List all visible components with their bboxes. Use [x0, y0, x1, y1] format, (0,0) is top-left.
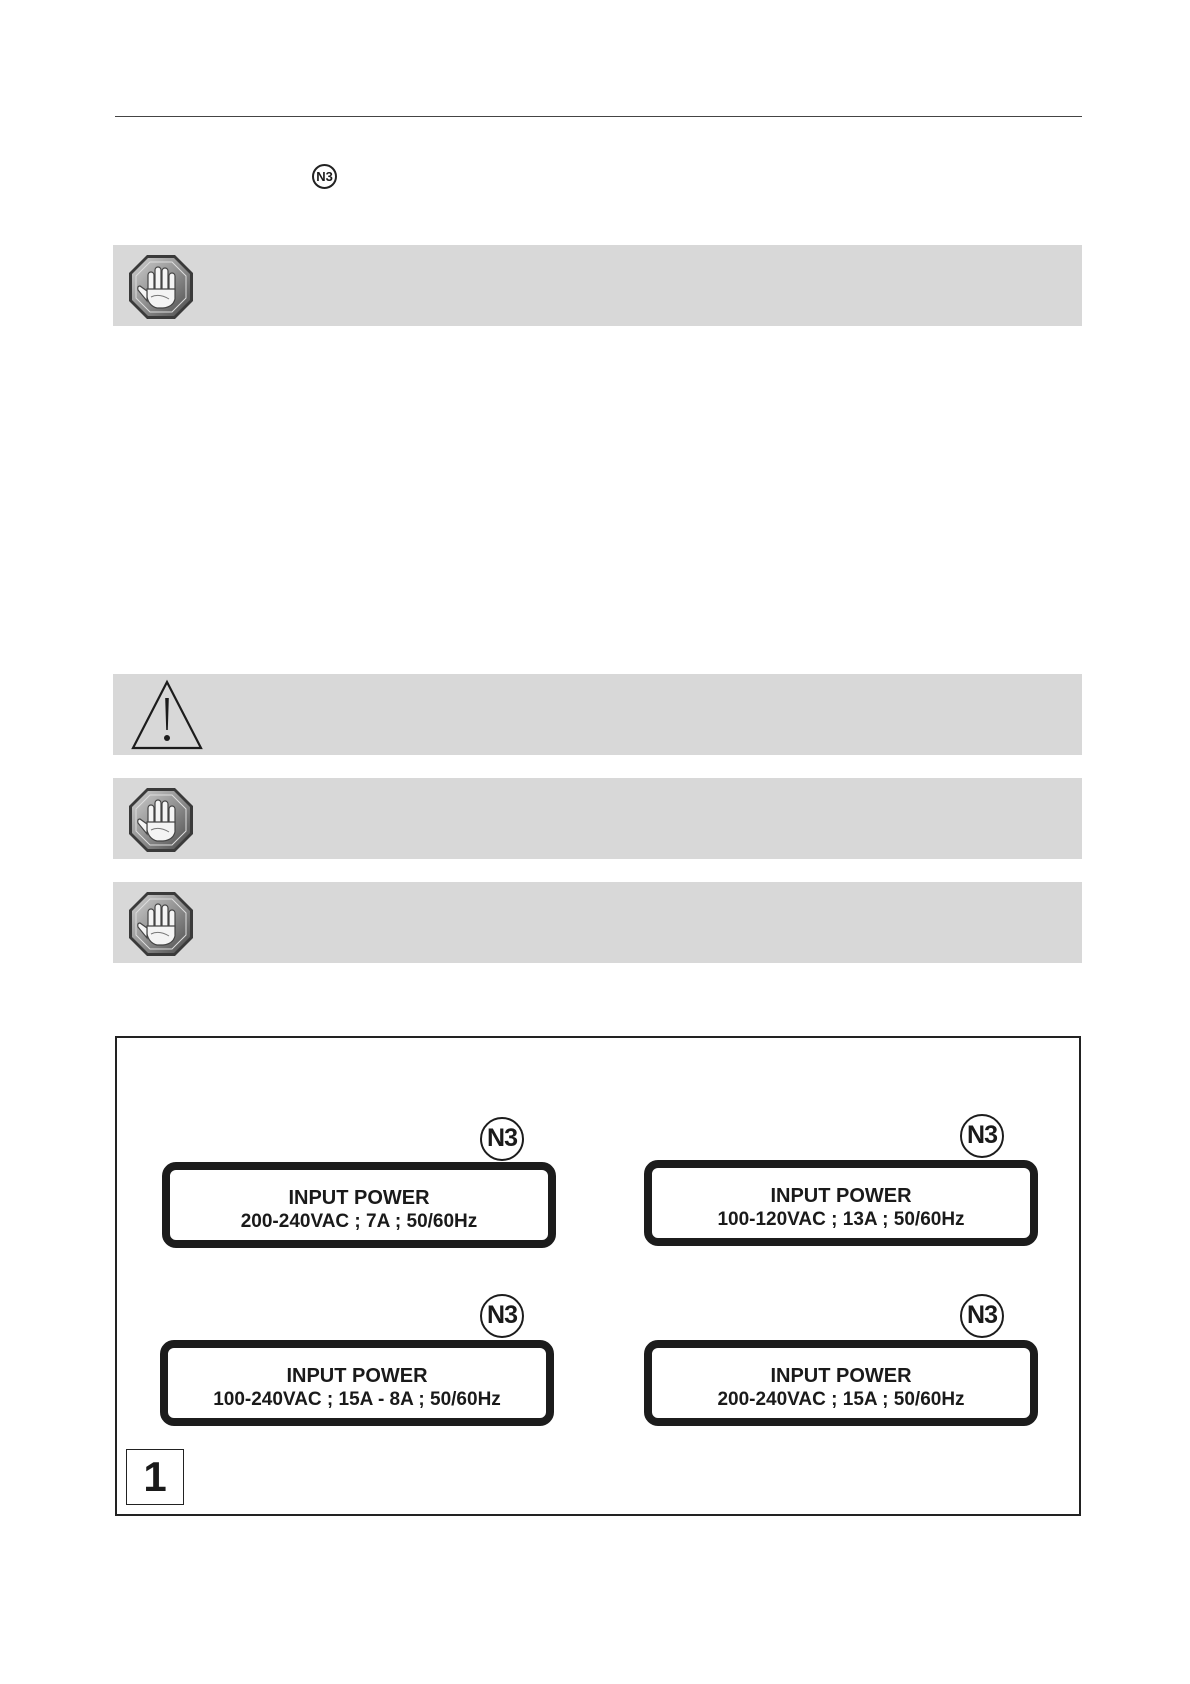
label-spec: 100-240VAC ; 15A - 8A ; 50/60Hz — [213, 1389, 501, 1410]
input-power-label — [162, 1162, 556, 1248]
figure-number: 1 — [126, 1449, 184, 1505]
input-power-label — [644, 1340, 1038, 1426]
n3-badge: N3 — [960, 1294, 1004, 1338]
label-title: INPUT POWER — [286, 1365, 428, 1387]
stop-hand-icon — [127, 253, 195, 321]
n3-badge: N3 — [312, 164, 337, 189]
label-spec: 100-120VAC ; 13A ; 50/60Hz — [717, 1209, 965, 1230]
header-rule — [115, 116, 1082, 117]
n3-badge: N3 — [480, 1294, 524, 1338]
n3-badge: N3 — [960, 1114, 1004, 1158]
label-title: INPUT POWER — [770, 1365, 912, 1387]
n3-badge: N3 — [480, 1117, 524, 1161]
label-title: INPUT POWER — [288, 1187, 430, 1209]
stop-notice-bar — [113, 778, 1082, 859]
label-spec: 200-240VAC ; 15A ; 50/60Hz — [717, 1389, 965, 1410]
input-power-label — [160, 1340, 554, 1426]
label-spec: 200-240VAC ; 7A ; 50/60Hz — [240, 1211, 478, 1232]
stop-hand-icon — [127, 786, 195, 854]
input-power-label — [644, 1160, 1038, 1246]
warning-triangle-icon — [131, 678, 203, 750]
stop-notice-bar — [113, 245, 1082, 326]
label-title: INPUT POWER — [770, 1185, 912, 1207]
stop-notice-bar — [113, 882, 1082, 963]
figure-frame — [115, 1036, 1081, 1516]
stop-hand-icon — [127, 890, 195, 958]
warning-notice-bar — [113, 674, 1082, 755]
